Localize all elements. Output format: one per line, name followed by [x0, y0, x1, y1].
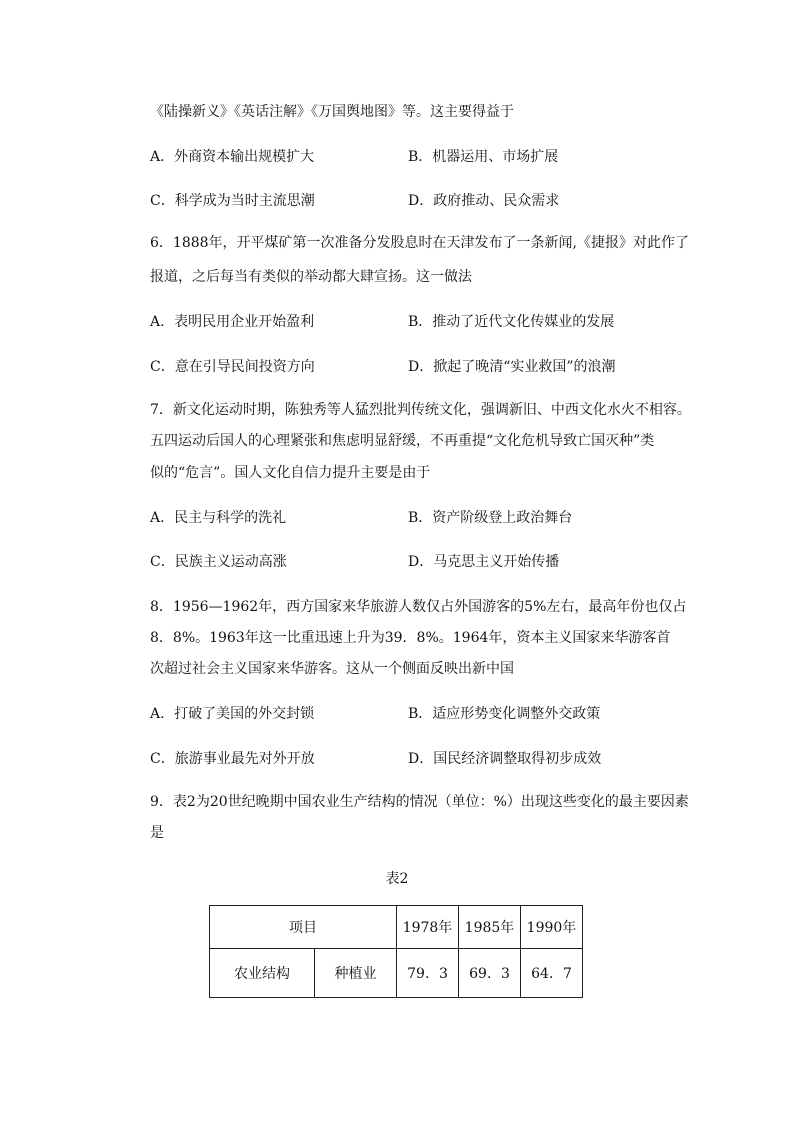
q9-stem-line-2: 是: [150, 825, 164, 841]
q7-option-d[interactable]: D．马克思主义开始传播: [408, 554, 560, 570]
table-header-row: [210, 906, 583, 949]
header-item: 项目: [210, 906, 397, 949]
q5-option-b[interactable]: B．机器运用、市场扩展: [408, 149, 559, 165]
cell-category: 农业结构: [210, 949, 315, 998]
header-1985: 1985年: [459, 906, 521, 949]
q5-stem-line: 《陆操新义》《英话注解》《万国舆地图》等。这主要得益于: [150, 104, 514, 120]
q7-option-a[interactable]: A．民主与科学的洗礼: [150, 510, 287, 526]
q7-option-b[interactable]: B．资产阶级登上政治舞台: [408, 510, 573, 526]
table-row: [210, 949, 583, 998]
q6-stem-line-2: 报道，之后每当有类似的举动都大肆宣扬。这一做法: [150, 269, 472, 285]
q8-stem-line-3: 次超过社会主义国家来华游客。这从一个侧面反映出新中国: [150, 661, 514, 677]
q5-option-a[interactable]: A．外商资本输出规模扩大: [150, 149, 315, 165]
table-caption: 表2: [385, 871, 409, 887]
q6-stem-line-1: 6．1888年，开平煤矿第一次准备分发股息时在天津发布了一条新闻,《捷报》对此作了: [150, 235, 689, 251]
q5-option-c[interactable]: C．科学成为当时主流思潮: [150, 193, 315, 209]
q7-stem-line-1: 7．新文化运动时期，陈独秀等人猛烈批判传统文化，强调新旧、中西文化水火不相容。: [150, 402, 691, 418]
q6-option-a[interactable]: A．表明民用企业开始盈利: [150, 314, 315, 330]
q5-option-d[interactable]: D．政府推动、民众需求: [408, 193, 560, 209]
q8-stem-line-1: 8．1956—1962年，西方国家来华旅游人数仅占外国游客的5%左右，最高年份也仅占: [150, 599, 687, 615]
q8-option-d[interactable]: D．国民经济调整取得初步成效: [408, 751, 602, 767]
cell-1978-value: 79．3: [397, 949, 459, 998]
cell-1990-value: 64．7: [521, 949, 583, 998]
q6-option-c[interactable]: C．意在引导民间投资方向: [150, 359, 315, 375]
agriculture-structure-table: [209, 905, 583, 998]
header-1978: 1978年: [397, 906, 459, 949]
cell-1985-value: 69．3: [459, 949, 521, 998]
q6-option-b[interactable]: B．推动了近代文化传媒业的发展: [408, 314, 615, 330]
header-1990: 1990年: [521, 906, 583, 949]
q9-stem-line-1: 9．表2为20世纪晚期中国农业生产结构的情况（单位：%）出现这些变化的最主要因素: [150, 794, 689, 810]
q7-stem-line-2: 五四运动后国人的心理紧张和焦虑明显舒缓，不再重提“文化危机导致亡国灭种”类: [150, 433, 655, 449]
q8-option-a[interactable]: A．打破了美国的外交封锁: [150, 706, 315, 722]
q8-option-b[interactable]: B．适应形势变化调整外交政策: [408, 706, 601, 722]
q7-option-c[interactable]: C．民族主义运动高涨: [150, 554, 287, 570]
q7-stem-line-3: 似的“危言”。国人文化自信力提升主要是由于: [150, 465, 431, 481]
q6-option-d[interactable]: D．掀起了晚清“实业救国”的浪潮: [408, 359, 616, 375]
cell-subcategory: 种植业: [315, 949, 397, 998]
q8-stem-line-2: 8．8%。1963年这一比重迅速上升为39．8%。1964年，资本主义国家来华游客首: [150, 630, 671, 646]
q8-option-c[interactable]: C．旅游事业最先对外开放: [150, 751, 315, 767]
